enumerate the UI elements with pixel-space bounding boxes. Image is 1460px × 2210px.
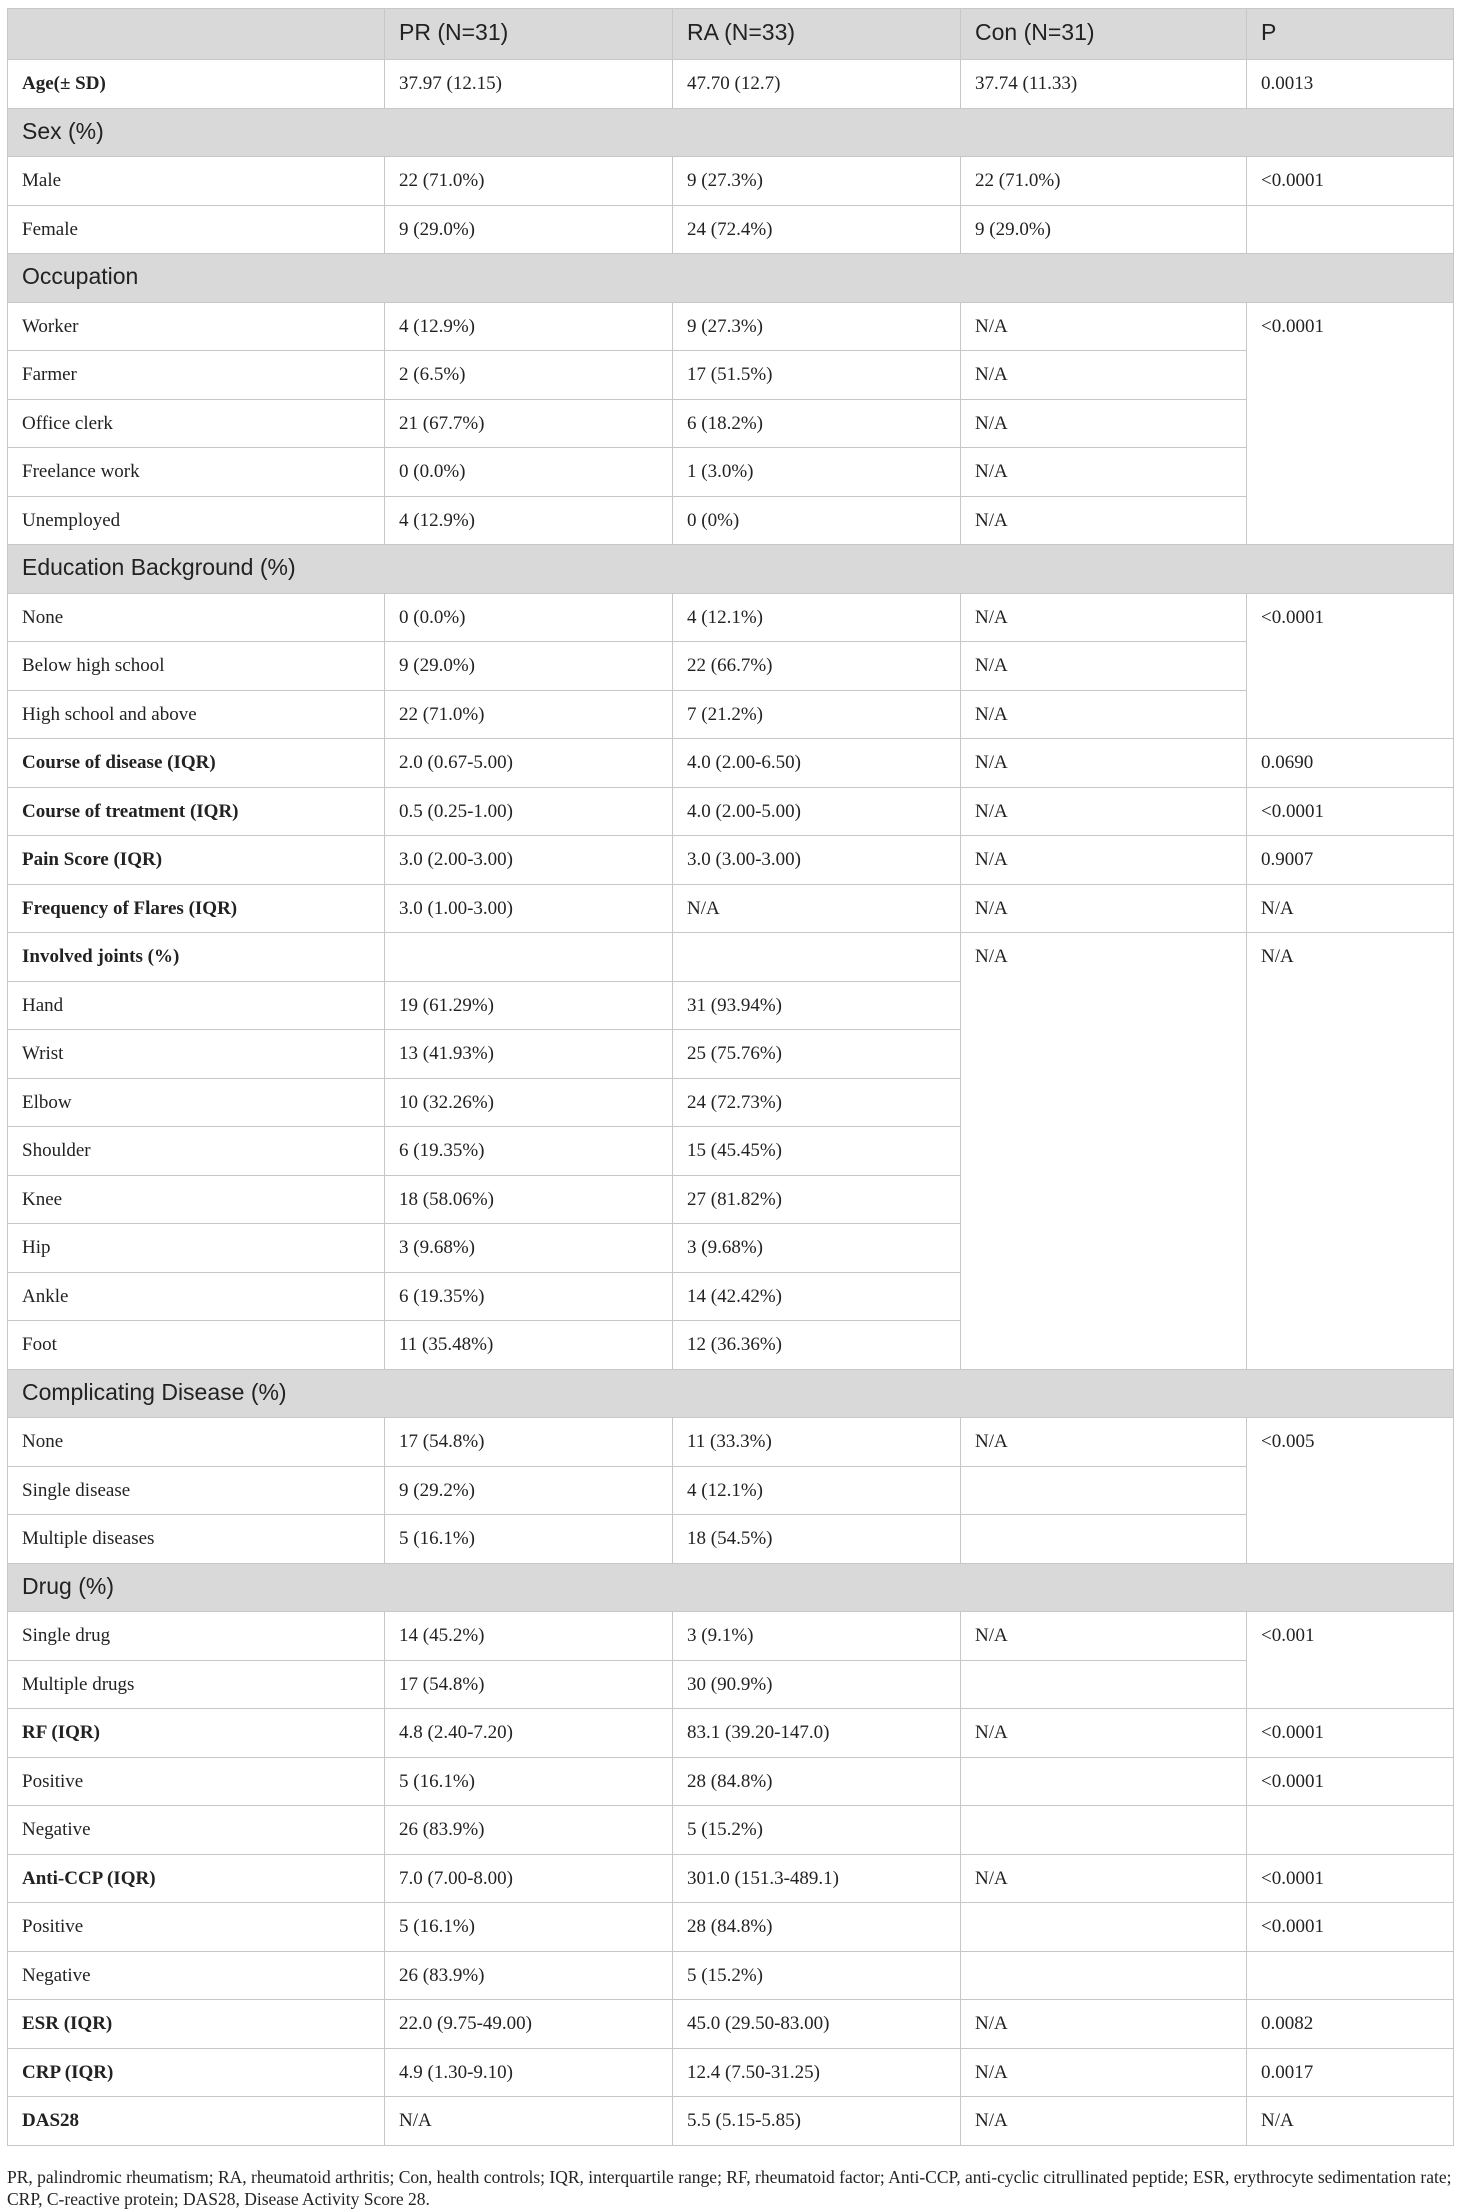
cell-pr: 22 (71.0%) bbox=[385, 690, 673, 739]
cell-ra: 9 (27.3%) bbox=[673, 157, 961, 206]
table-row bbox=[8, 593, 1454, 642]
cell-p: <0.0001 bbox=[1247, 1757, 1454, 1806]
row-label: Office clerk bbox=[8, 399, 385, 448]
cell-pr: 2.0 (0.67-5.00) bbox=[385, 739, 673, 788]
section-title-drug: Drug (%) bbox=[8, 1563, 1454, 1612]
cell-ra: 5 (15.2%) bbox=[673, 1806, 961, 1855]
cell-con: N/A bbox=[961, 1612, 1247, 1661]
cell-pr: N/A bbox=[385, 2097, 673, 2146]
table-row bbox=[8, 2000, 1454, 2049]
row-label: DAS28 bbox=[8, 2097, 385, 2146]
cell-con bbox=[961, 1903, 1247, 1952]
table-row bbox=[8, 1466, 1454, 1515]
row-label: Multiple drugs bbox=[8, 1660, 385, 1709]
cell-pr: 26 (83.9%) bbox=[385, 1951, 673, 2000]
row-label: None bbox=[8, 593, 385, 642]
cell-pr: 9 (29.0%) bbox=[385, 205, 673, 254]
cell-ra: 7 (21.2%) bbox=[673, 690, 961, 739]
table-row bbox=[8, 2048, 1454, 2097]
header-cell-pr: PR (N=31) bbox=[385, 9, 673, 60]
cell-p bbox=[1247, 205, 1454, 254]
row-label: Freelance work bbox=[8, 448, 385, 497]
cell-pr: 6 (19.35%) bbox=[385, 1127, 673, 1176]
section-title-education: Education Background (%) bbox=[8, 545, 1454, 594]
cell-ra: N/A bbox=[673, 884, 961, 933]
row-label: Negative bbox=[8, 1806, 385, 1855]
cell-pr: 4 (12.9%) bbox=[385, 496, 673, 545]
cell-p: <0.0001 bbox=[1247, 787, 1454, 836]
cell-con: N/A bbox=[961, 787, 1247, 836]
table-row bbox=[8, 1612, 1454, 1661]
cell-ra bbox=[673, 933, 961, 982]
cell-pr: 4 (12.9%) bbox=[385, 302, 673, 351]
row-label: Elbow bbox=[8, 1078, 385, 1127]
cell-con: 9 (29.0%) bbox=[961, 205, 1247, 254]
table-row bbox=[8, 836, 1454, 885]
row-label: Anti-CCP (IQR) bbox=[8, 1854, 385, 1903]
cell-con: N/A bbox=[961, 690, 1247, 739]
cell-ra: 5 (15.2%) bbox=[673, 1951, 961, 2000]
row-label: High school and above bbox=[8, 690, 385, 739]
table-row bbox=[8, 1418, 1454, 1467]
table-row bbox=[8, 884, 1454, 933]
cell-ra: 28 (84.8%) bbox=[673, 1903, 961, 1952]
cell-pr: 17 (54.8%) bbox=[385, 1418, 673, 1467]
cell-ra: 31 (93.94%) bbox=[673, 981, 961, 1030]
cell-pr: 14 (45.2%) bbox=[385, 1612, 673, 1661]
header-cell-blank bbox=[8, 9, 385, 60]
cell-ra: 4 (12.1%) bbox=[673, 593, 961, 642]
table-row bbox=[8, 1660, 1454, 1709]
cell-con: N/A bbox=[961, 739, 1247, 788]
table-row bbox=[8, 787, 1454, 836]
section-title-complicating: Complicating Disease (%) bbox=[8, 1369, 1454, 1418]
row-label: CRP (IQR) bbox=[8, 2048, 385, 2097]
cell-p bbox=[1247, 1951, 1454, 2000]
cell-pr: 5 (16.1%) bbox=[385, 1515, 673, 1564]
row-label: Single drug bbox=[8, 1612, 385, 1661]
cell-ra: 15 (45.45%) bbox=[673, 1127, 961, 1176]
cell-ra: 28 (84.8%) bbox=[673, 1757, 961, 1806]
table-row bbox=[8, 302, 1454, 351]
cell-ra: 14 (42.42%) bbox=[673, 1272, 961, 1321]
table-container bbox=[7, 8, 1453, 2146]
cell-con: N/A bbox=[961, 2048, 1247, 2097]
cell-p: 0.0017 bbox=[1247, 2048, 1454, 2097]
cell-ra: 24 (72.4%) bbox=[673, 205, 961, 254]
header-row bbox=[8, 9, 1454, 60]
table-row bbox=[8, 1757, 1454, 1806]
cell-con: 37.74 (11.33) bbox=[961, 60, 1247, 109]
row-label: None bbox=[8, 1418, 385, 1467]
cell-con bbox=[961, 1660, 1247, 1709]
table-row bbox=[8, 642, 1454, 691]
row-label: ESR (IQR) bbox=[8, 2000, 385, 2049]
header-cell-con: Con (N=31) bbox=[961, 9, 1247, 60]
cell-con: N/A bbox=[961, 2000, 1247, 2049]
cell-con: N/A bbox=[961, 884, 1247, 933]
table-row bbox=[8, 205, 1454, 254]
row-label: Course of treatment (IQR) bbox=[8, 787, 385, 836]
cell-ra: 22 (66.7%) bbox=[673, 642, 961, 691]
cell-pr: 3.0 (2.00-3.00) bbox=[385, 836, 673, 885]
table-row bbox=[8, 933, 1454, 982]
cell-pr: 18 (58.06%) bbox=[385, 1175, 673, 1224]
row-label: Frequency of Flares (IQR) bbox=[8, 884, 385, 933]
row-label: Pain Score (IQR) bbox=[8, 836, 385, 885]
cell-pr: 9 (29.2%) bbox=[385, 1466, 673, 1515]
cell-con bbox=[961, 1806, 1247, 1855]
header-cell-p: P bbox=[1247, 9, 1454, 60]
section-row bbox=[8, 1369, 1454, 1418]
cell-ra: 47.70 (12.7) bbox=[673, 60, 961, 109]
cell-pr: 4.9 (1.30-9.10) bbox=[385, 2048, 673, 2097]
cell-pr: 22.0 (9.75-49.00) bbox=[385, 2000, 673, 2049]
cell-ra: 4.0 (2.00-6.50) bbox=[673, 739, 961, 788]
table-row bbox=[8, 496, 1454, 545]
cell-p: N/A bbox=[1247, 933, 1454, 1370]
cell-con bbox=[961, 1466, 1247, 1515]
row-label: Male bbox=[8, 157, 385, 206]
cell-pr: 26 (83.9%) bbox=[385, 1806, 673, 1855]
table-row bbox=[8, 739, 1454, 788]
table-row bbox=[8, 448, 1454, 497]
cell-con: N/A bbox=[961, 399, 1247, 448]
cell-con bbox=[961, 1515, 1247, 1564]
demographics-table bbox=[7, 8, 1454, 2146]
cell-ra: 3 (9.1%) bbox=[673, 1612, 961, 1661]
cell-ra: 5.5 (5.15-5.85) bbox=[673, 2097, 961, 2146]
cell-pr: 3.0 (1.00-3.00) bbox=[385, 884, 673, 933]
cell-con: N/A bbox=[961, 496, 1247, 545]
cell-pr: 13 (41.93%) bbox=[385, 1030, 673, 1079]
cell-ra: 11 (33.3%) bbox=[673, 1418, 961, 1467]
cell-ra: 18 (54.5%) bbox=[673, 1515, 961, 1564]
cell-ra: 6 (18.2%) bbox=[673, 399, 961, 448]
row-label: Single disease bbox=[8, 1466, 385, 1515]
cell-con: 22 (71.0%) bbox=[961, 157, 1247, 206]
cell-p: N/A bbox=[1247, 2097, 1454, 2146]
row-label: Involved joints (%) bbox=[8, 933, 385, 982]
row-label: Age(± SD) bbox=[8, 60, 385, 109]
cell-ra: 17 (51.5%) bbox=[673, 351, 961, 400]
cell-pr: 11 (35.48%) bbox=[385, 1321, 673, 1370]
cell-p bbox=[1247, 1806, 1454, 1855]
cell-con: N/A bbox=[961, 1709, 1247, 1758]
cell-con: N/A bbox=[961, 642, 1247, 691]
row-label: Hip bbox=[8, 1224, 385, 1273]
cell-p: <0.0001 bbox=[1247, 302, 1454, 545]
section-row bbox=[8, 254, 1454, 303]
cell-pr: 37.97 (12.15) bbox=[385, 60, 673, 109]
row-label: Foot bbox=[8, 1321, 385, 1370]
cell-con: N/A bbox=[961, 2097, 1247, 2146]
cell-p: 0.0690 bbox=[1247, 739, 1454, 788]
cell-ra: 12 (36.36%) bbox=[673, 1321, 961, 1370]
cell-ra: 4 (12.1%) bbox=[673, 1466, 961, 1515]
row-label: Ankle bbox=[8, 1272, 385, 1321]
cell-ra: 45.0 (29.50-83.00) bbox=[673, 2000, 961, 2049]
cell-p: <0.0001 bbox=[1247, 593, 1454, 739]
cell-p: <0.0001 bbox=[1247, 1854, 1454, 1903]
section-title-occupation: Occupation bbox=[8, 254, 1454, 303]
table-row bbox=[8, 690, 1454, 739]
row-label: Negative bbox=[8, 1951, 385, 2000]
cell-con: N/A bbox=[961, 302, 1247, 351]
cell-ra: 83.1 (39.20-147.0) bbox=[673, 1709, 961, 1758]
cell-pr bbox=[385, 933, 673, 982]
cell-p: <0.0001 bbox=[1247, 1709, 1454, 1758]
row-label: Farmer bbox=[8, 351, 385, 400]
cell-pr: 0 (0.0%) bbox=[385, 448, 673, 497]
cell-pr: 9 (29.0%) bbox=[385, 642, 673, 691]
table-row bbox=[8, 399, 1454, 448]
row-label: Hand bbox=[8, 981, 385, 1030]
row-label: Below high school bbox=[8, 642, 385, 691]
table-row bbox=[8, 1854, 1454, 1903]
cell-pr: 6 (19.35%) bbox=[385, 1272, 673, 1321]
cell-pr: 19 (61.29%) bbox=[385, 981, 673, 1030]
cell-p: <0.005 bbox=[1247, 1418, 1454, 1564]
cell-p: N/A bbox=[1247, 884, 1454, 933]
cell-ra: 30 (90.9%) bbox=[673, 1660, 961, 1709]
cell-p: 0.0013 bbox=[1247, 60, 1454, 109]
cell-ra: 12.4 (7.50-31.25) bbox=[673, 2048, 961, 2097]
row-label: Knee bbox=[8, 1175, 385, 1224]
cell-pr: 5 (16.1%) bbox=[385, 1903, 673, 1952]
cell-ra: 25 (75.76%) bbox=[673, 1030, 961, 1079]
section-title-sex: Sex (%) bbox=[8, 108, 1454, 157]
cell-ra: 24 (72.73%) bbox=[673, 1078, 961, 1127]
table-row bbox=[8, 1515, 1454, 1564]
cell-ra: 301.0 (151.3-489.1) bbox=[673, 1854, 961, 1903]
cell-pr: 5 (16.1%) bbox=[385, 1757, 673, 1806]
cell-con bbox=[961, 1951, 1247, 2000]
table-row bbox=[8, 2097, 1454, 2146]
cell-ra: 1 (3.0%) bbox=[673, 448, 961, 497]
table-row bbox=[8, 157, 1454, 206]
cell-ra: 9 (27.3%) bbox=[673, 302, 961, 351]
row-label: Course of disease (IQR) bbox=[8, 739, 385, 788]
cell-con: N/A bbox=[961, 448, 1247, 497]
cell-ra: 3.0 (3.00-3.00) bbox=[673, 836, 961, 885]
cell-p: <0.0001 bbox=[1247, 157, 1454, 206]
cell-p: <0.0001 bbox=[1247, 1903, 1454, 1952]
cell-pr: 7.0 (7.00-8.00) bbox=[385, 1854, 673, 1903]
table-row bbox=[8, 60, 1454, 109]
header-cell-ra: RA (N=33) bbox=[673, 9, 961, 60]
cell-pr: 2 (6.5%) bbox=[385, 351, 673, 400]
cell-pr: 0 (0.0%) bbox=[385, 593, 673, 642]
cell-pr: 22 (71.0%) bbox=[385, 157, 673, 206]
row-label: Positive bbox=[8, 1903, 385, 1952]
row-label: Worker bbox=[8, 302, 385, 351]
row-label: Female bbox=[8, 205, 385, 254]
row-label: Shoulder bbox=[8, 1127, 385, 1176]
cell-p: 0.0082 bbox=[1247, 2000, 1454, 2049]
cell-ra: 27 (81.82%) bbox=[673, 1175, 961, 1224]
cell-p: <0.001 bbox=[1247, 1612, 1454, 1709]
row-label: RF (IQR) bbox=[8, 1709, 385, 1758]
cell-pr: 21 (67.7%) bbox=[385, 399, 673, 448]
table-row bbox=[8, 1709, 1454, 1758]
row-label: Multiple diseases bbox=[8, 1515, 385, 1564]
cell-pr: 4.8 (2.40-7.20) bbox=[385, 1709, 673, 1758]
cell-con: N/A bbox=[961, 933, 1247, 1370]
cell-pr: 3 (9.68%) bbox=[385, 1224, 673, 1273]
table-row bbox=[8, 1806, 1454, 1855]
cell-p: 0.9007 bbox=[1247, 836, 1454, 885]
cell-con: N/A bbox=[961, 351, 1247, 400]
cell-con bbox=[961, 1757, 1247, 1806]
cell-pr: 17 (54.8%) bbox=[385, 1660, 673, 1709]
section-row bbox=[8, 1563, 1454, 1612]
row-label: Positive bbox=[8, 1757, 385, 1806]
cell-ra: 4.0 (2.00-5.00) bbox=[673, 787, 961, 836]
cell-con: N/A bbox=[961, 1418, 1247, 1467]
section-row bbox=[8, 545, 1454, 594]
table-row bbox=[8, 351, 1454, 400]
row-label: Unemployed bbox=[8, 496, 385, 545]
table-row bbox=[8, 1951, 1454, 2000]
cell-con: N/A bbox=[961, 1854, 1247, 1903]
table-row bbox=[8, 1903, 1454, 1952]
cell-pr: 0.5 (0.25-1.00) bbox=[385, 787, 673, 836]
table-footnote: PR, palindromic rheumatism; RA, rheumatoid arthritis; Con, health controls; IQR, interquartile range; RF, rheumatoid factor; Anti-CCP, anti-cyclic citrullinated peptide; ESR, erythrocyte sedimentation rate; CRP, C-reactive protein; DAS28, Disease Activity Score 28. bbox=[7, 2167, 1452, 2209]
cell-ra: 0 (0%) bbox=[673, 496, 961, 545]
cell-ra: 3 (9.68%) bbox=[673, 1224, 961, 1273]
cell-con: N/A bbox=[961, 836, 1247, 885]
cell-con: N/A bbox=[961, 593, 1247, 642]
row-label: Wrist bbox=[8, 1030, 385, 1079]
section-row bbox=[8, 108, 1454, 157]
cell-pr: 10 (32.26%) bbox=[385, 1078, 673, 1127]
